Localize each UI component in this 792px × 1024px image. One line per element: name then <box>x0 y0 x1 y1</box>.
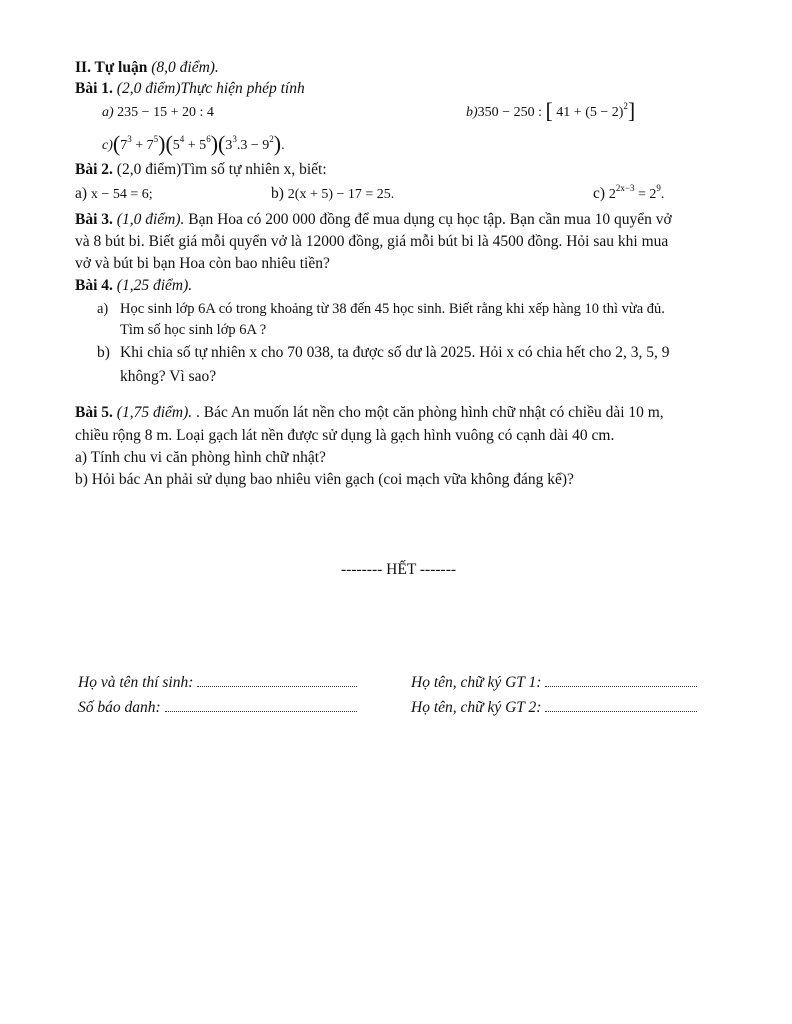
candidate-number-blank <box>165 699 357 712</box>
proctor1-field <box>411 673 697 693</box>
bai4-b-label: b) <box>97 344 110 361</box>
bai5-text1: . Bác An muốn lát nền cho một căn phòng hình chữ nhật có chiều dài 10 m, <box>195 404 664 421</box>
bai5-points: (1,75 điểm). <box>116 404 193 421</box>
bai3-label: Bài 3. <box>75 211 113 228</box>
bai1-b-exp: 2 <box>623 101 628 111</box>
bai1-label: Bài 1. <box>75 80 113 97</box>
bai5-a: a) Tính chu vi căn phòng hình chữ nhật? <box>75 449 326 466</box>
bai3-line2: và 8 bút bi. Biết giá mỗi quyển vở là 12000 đồng, giá mỗi bút bi là 4500 đồng. Hỏi sau khi mua <box>75 233 669 250</box>
bai2-a-label: a) <box>75 185 88 202</box>
bai2-heading <box>75 160 327 180</box>
bai2-c-label: c) <box>593 185 606 202</box>
bai5-b: b) Hỏi bác An phải sử dụng bao nhiêu viên gạch (coi mạch vữa không đáng kể)? <box>75 471 574 488</box>
bai3-line1 <box>75 210 672 230</box>
bai4-a-label: a) <box>97 301 109 317</box>
student-name-label: Họ và tên thí sinh: <box>78 674 194 691</box>
bai1-a-expr: 235 − 15 + 20 : 4 <box>117 105 214 120</box>
bai3-points: (1,0 điểm). <box>116 211 185 228</box>
bai2-label: Bài 2. <box>75 161 113 178</box>
bai2-a-expr: x − 54 = 6; <box>90 187 153 202</box>
bai3-line3: vở và bút bi bạn Hoa còn bao nhiêu tiền? <box>75 255 330 272</box>
bai1-a-label: a) <box>102 105 114 120</box>
proctor2-field <box>411 698 697 718</box>
bai2-b <box>271 184 394 205</box>
bai1-c: $c)(7^3 + 7^5)(5^4 + 5^6)(3^3.3 - 9^2)$. <box>102 131 285 156</box>
bai3-text1: Bạn Hoa có 200 000 đồng để mua dụng cụ học tập. Bạn cần mua 10 quyển vở <box>188 211 672 228</box>
bai1-heading <box>75 79 305 99</box>
section-title: II. Tự luận <box>75 59 148 76</box>
bai5-line1 <box>75 403 664 423</box>
bai2-header: (2,0 điểm)Tìm số tự nhiên x, biết: <box>116 161 327 178</box>
bai2-b-label: b) <box>271 185 284 202</box>
section-heading <box>75 58 219 78</box>
end-marker: -------- HẾT ------- <box>341 561 457 578</box>
proctor2-blank <box>545 699 697 712</box>
candidate-number-field <box>78 698 357 718</box>
student-name-field <box>78 673 357 693</box>
bai4-a-line1: Học sinh lớp 6A có trong khoảng từ 38 đến 45 học sinh. Biết rằng khi xếp hàng 10 thì vừa đủ. <box>120 301 665 317</box>
bai5-label: Bài 5. <box>75 404 113 421</box>
bai4-b-line1: Khi chia số tự nhiên x cho 70 038, ta được số dư là 2025. Hỏi x có chia hết cho 2, 3, 5, 9 <box>120 344 670 361</box>
bai1-b-expr-start: 350 − 250 : <box>477 105 542 120</box>
bai4-a-line2: Tìm số học sinh lớp 6A ? <box>120 322 267 338</box>
section-points: (8,0 điểm). <box>151 59 219 76</box>
bai1-b-label: b) <box>466 105 478 120</box>
bai2-a <box>75 184 153 205</box>
student-name-blank <box>197 674 357 687</box>
candidate-number-label: Số báo danh: <box>78 699 161 716</box>
bai1-b-inner: 41 + (5 − 2) <box>556 105 624 120</box>
bai5-line2: chiều rộng 8 m. Loại gạch lát nền được sử dụng là gạch hình vuông có cạnh dài 40 cm. <box>75 427 615 444</box>
bai2-b-expr: 2(x + 5) − 17 = 25. <box>287 187 395 202</box>
proctor1-label: Họ tên, chữ ký GT 1: <box>411 674 542 691</box>
bai4-b-line2: không? Vì sao? <box>120 368 217 385</box>
proctor1-blank <box>545 674 697 687</box>
bai1-header: (2,0 điểm)Thực hiện phép tính <box>116 80 305 97</box>
bai1-a <box>102 103 214 123</box>
bai4-label: Bài 4. <box>75 277 113 294</box>
proctor2-label: Họ tên, chữ ký GT 2: <box>411 699 542 716</box>
bai1-c-label: c) <box>102 138 113 153</box>
bai4-points: (1,25 điểm). <box>116 277 193 294</box>
bai4-heading <box>75 276 192 296</box>
bai1-b: b)350 − 250 : [ $41 + (5 - 2)^2$] <box>466 98 636 123</box>
bai2-c: c) $2^{2x-3} = 2^9$. <box>593 183 665 202</box>
